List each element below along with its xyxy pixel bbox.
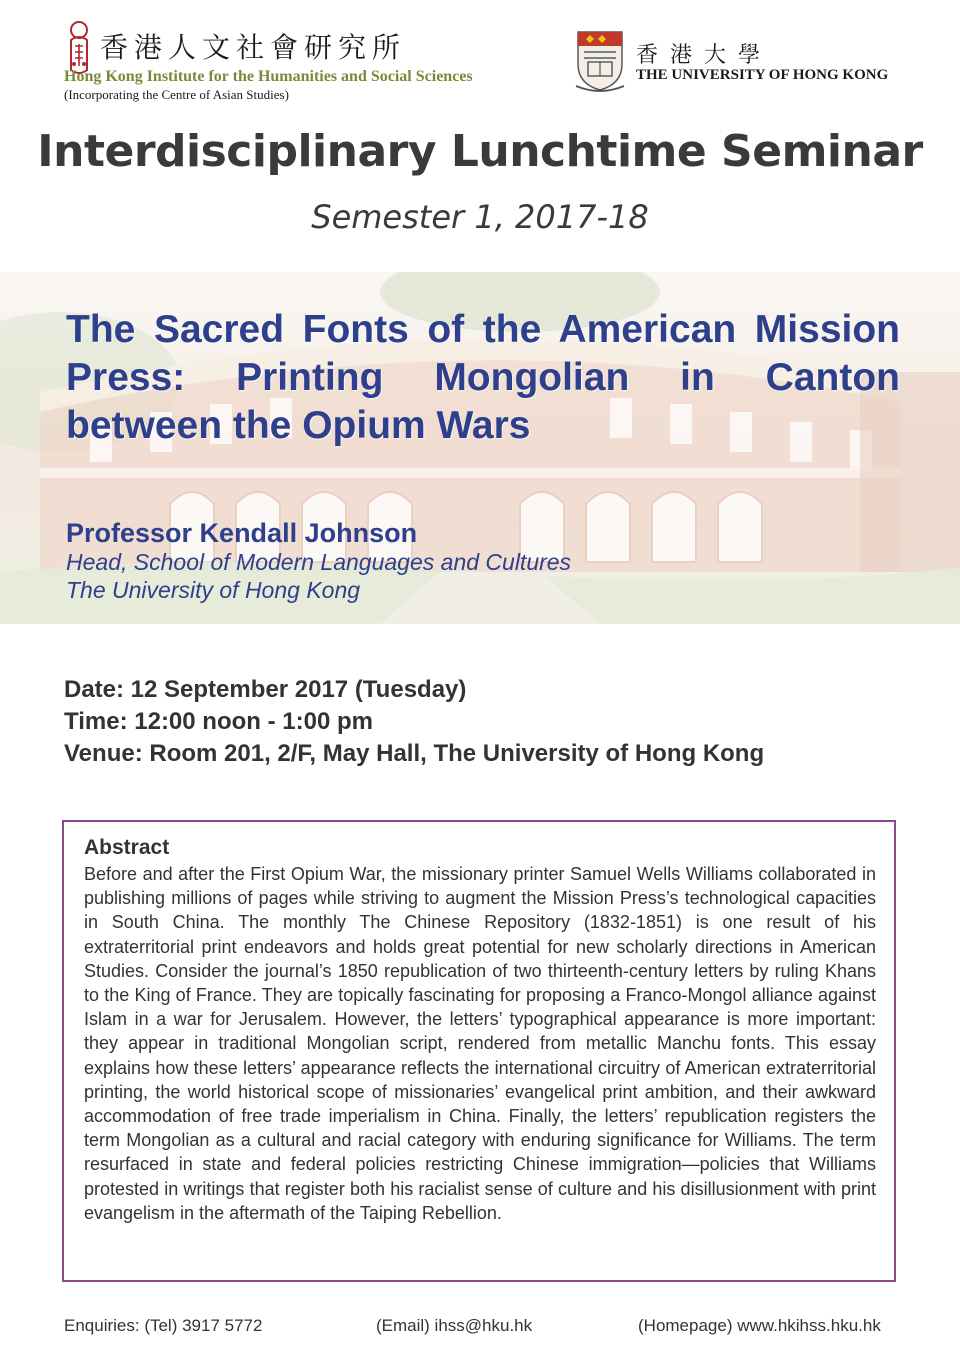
event-time: Time: 12:00 noon - 1:00 pm: [64, 708, 373, 735]
speaker-name: Professor Kendall Johnson: [66, 518, 418, 548]
event-venue: Venue: Room 201, 2/F, May Hall, The University of Hong Kong: [64, 740, 765, 767]
hku-name-chinese: 香港大學: [636, 43, 773, 68]
ihss-name-english: Hong Kong Institute for the Humanities and Social Sciences: [64, 68, 473, 85]
semester-subtitle: Semester 1, 2017-18: [311, 198, 649, 236]
speaker-role-line: Head, School of Modern Languages and Cultures: [66, 549, 572, 575]
hku-crest-logo: [574, 28, 626, 94]
ihss-name-chinese: 香港人文社會研究所: [100, 31, 407, 64]
footer-homepage[interactable]: (Homepage) www.hkihss.hku.hk: [638, 1316, 881, 1335]
footer-email[interactable]: (Email) ihss@hku.hk: [376, 1316, 533, 1335]
event-details: [64, 674, 764, 770]
series-title: Interdisciplinary Lunchtime Seminar: [37, 126, 923, 177]
abstract-heading: Abstract: [84, 836, 170, 859]
footer-enquiries-tel: Enquiries: (Tel) 3917 5772: [64, 1316, 263, 1335]
event-date: Date: 12 September 2017 (Tuesday): [64, 676, 467, 703]
talk-title: The Sacred Fonts of the American Mission Press: Printing Mongolian in Canton between the Opium Wars: [66, 308, 900, 447]
speaker-institution-line: The University of Hong Kong: [66, 577, 361, 603]
abstract-body: Before and after the First Opium War, the missionary printer Samuel Wells Williams collaborated in publishing millions of pages while striving to augment the Mission Press’s technological capacities in South China. The monthly The Chinese Repository (1832-1851) is one result of his extraterritorial print endeavors and holds great potential for new scholarly directions in American Studies. Consider the journal’s 1850 republication of two thirteenth-century letters by ruling Khans to the King of France. They are topically fascinating for proposing a Franco-Mongol alliance against Islam in a war for Jerusalem. However, the letters’ typographical appearance is more important: they appear in traditional Mongolian script, rendered from metallic Manchu fonts. This essay explains how these letters’ appearance reflects the international circuitry of American extraterritorial printing, the world historical scope of missionaries’ evangelical print ambition, and their awkward accommodation of free trade imperialism in China. Finally, the letters’ republication registers the term Mongolian as a cultural and racial category with enduring significance for Williams. The term resurfaced in state and federal policies restricting Chinese immigration—policies that Williams protested in writings that register both his racialist sense of culture and his disillusionment with print evangelism in the aftermath of the Taiping Rebellion.: [84, 864, 876, 1223]
speaker-affiliation: [66, 548, 571, 604]
hku-name-english: THE UNIVERSITY OF HONG KONG: [636, 67, 889, 83]
ihss-subtitle: (Incorporating the Centre of Asian Studies): [64, 87, 289, 102]
